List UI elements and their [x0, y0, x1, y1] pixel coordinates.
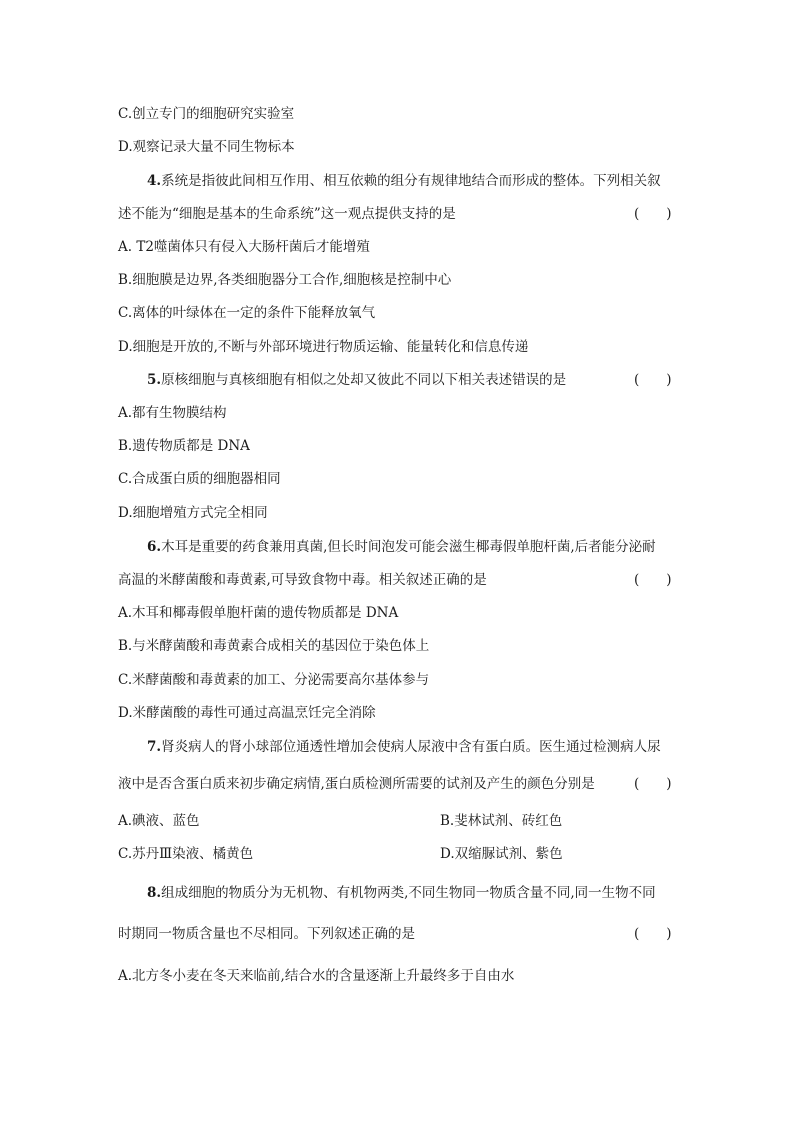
- q7-option-c: C.苏丹Ⅲ染液、橘黄色: [118, 846, 254, 862]
- q6-answer-paren: ( ): [634, 572, 672, 588]
- q6-stem-line1: [147, 539, 656, 555]
- q3-option-c: C.创立专门的细胞研究实验室: [118, 106, 295, 122]
- q4-number: 4.: [147, 173, 162, 189]
- q7-option-d: D.双缩脲试剂、紫色: [440, 846, 563, 862]
- q4-option-c: C.离体的叶绿体在一定的条件下能释放氧气: [118, 305, 376, 321]
- q8-stem-line1: [147, 885, 656, 901]
- q5-stem-line1: [147, 372, 566, 388]
- q8-stem-text: 组成细胞的物质分为无机物、有机物两类,不同生物同一物质含量不同,同一生物不同: [161, 885, 656, 901]
- q4-stem-line1: [147, 173, 661, 189]
- q7-number: 7.: [147, 739, 162, 755]
- q3-option-d: D.观察记录大量不同生物标本: [118, 139, 295, 155]
- q5-number: 5.: [147, 372, 162, 388]
- q7-stem-line1: [147, 739, 661, 755]
- q4-answer-paren: ( ): [634, 206, 672, 222]
- q7-answer-paren: ( ): [634, 776, 672, 792]
- q6-stem-text: 木耳是重要的药食兼用真菌,但长时间泡发可能会滋生椰毒假单胞杆菌,后者能分泌耐: [161, 539, 656, 555]
- q6-number: 6.: [147, 539, 162, 555]
- q8-stem-line2: 时期同一物质含量也不尽相同。下列叙述正确的是: [118, 926, 415, 942]
- q6-stem-line2: 高温的米酵菌酸和毒黄素,可导致食物中毒。相关叙述正确的是: [118, 572, 487, 588]
- q4-stem-line2: 述不能为“细胞是基本的生命系统”这一观点提供支持的是: [118, 206, 456, 222]
- q4-stem-text: 系统是指彼此间相互作用、相互依赖的组分有规律地结合而形成的整体。下列相关叙: [161, 173, 661, 189]
- q5-option-c: C.合成蛋白质的细胞器相同: [118, 471, 281, 487]
- q5-stem-text: 原核细胞与真核细胞有相似之处却又彼此不同以下相关表述错误的是: [161, 372, 567, 388]
- q7-option-a: A.碘液、蓝色: [118, 813, 200, 829]
- q6-option-c: C.米酵菌酸和毒黄素的加工、分泌需要高尔基体参与: [118, 672, 430, 688]
- q4-option-a: A. T2噬菌体只有侵入大肠杆菌后才能增殖: [118, 239, 370, 255]
- q5-option-d: D.细胞增殖方式完全相同: [118, 505, 268, 521]
- q6-option-d: D.米酵菌酸的毒性可通过高温烹饪完全消除: [118, 705, 376, 721]
- q7-stem-text: 肾炎病人的肾小球部位通透性增加会使病人尿液中含有蛋白质。医生通过检测病人尿: [161, 739, 661, 755]
- q5-answer-paren: ( ): [634, 372, 672, 388]
- q8-option-a: A.北方冬小麦在冬天来临前,结合水的含量逐渐上升最终多于自由水: [118, 968, 515, 984]
- q5-option-b: B.遗传物质都是 DNA: [118, 438, 250, 454]
- q4-option-b: B.细胞膜是边界,各类细胞器分工合作,细胞核是控制中心: [118, 272, 452, 288]
- q7-stem-line2: 液中是否含蛋白质来初步确定病情,蛋白质检测所需要的试剂及产生的颜色分别是: [118, 776, 595, 792]
- q8-number: 8.: [147, 885, 162, 901]
- q5-option-a: A.都有生物膜结构: [118, 405, 227, 421]
- q4-option-d: D.细胞是开放的,不断与外部环境进行物质运输、能量转化和信息传递: [118, 339, 529, 355]
- q8-answer-paren: ( ): [634, 926, 672, 942]
- q7-option-b: B.斐林试剂、砖红色: [440, 813, 563, 829]
- q6-option-b: B.与米酵菌酸和毒黄素合成相关的基因位于染色体上: [118, 638, 430, 654]
- q6-option-a: A.木耳和椰毒假单胞杆菌的遗传物质都是 DNA: [118, 605, 399, 621]
